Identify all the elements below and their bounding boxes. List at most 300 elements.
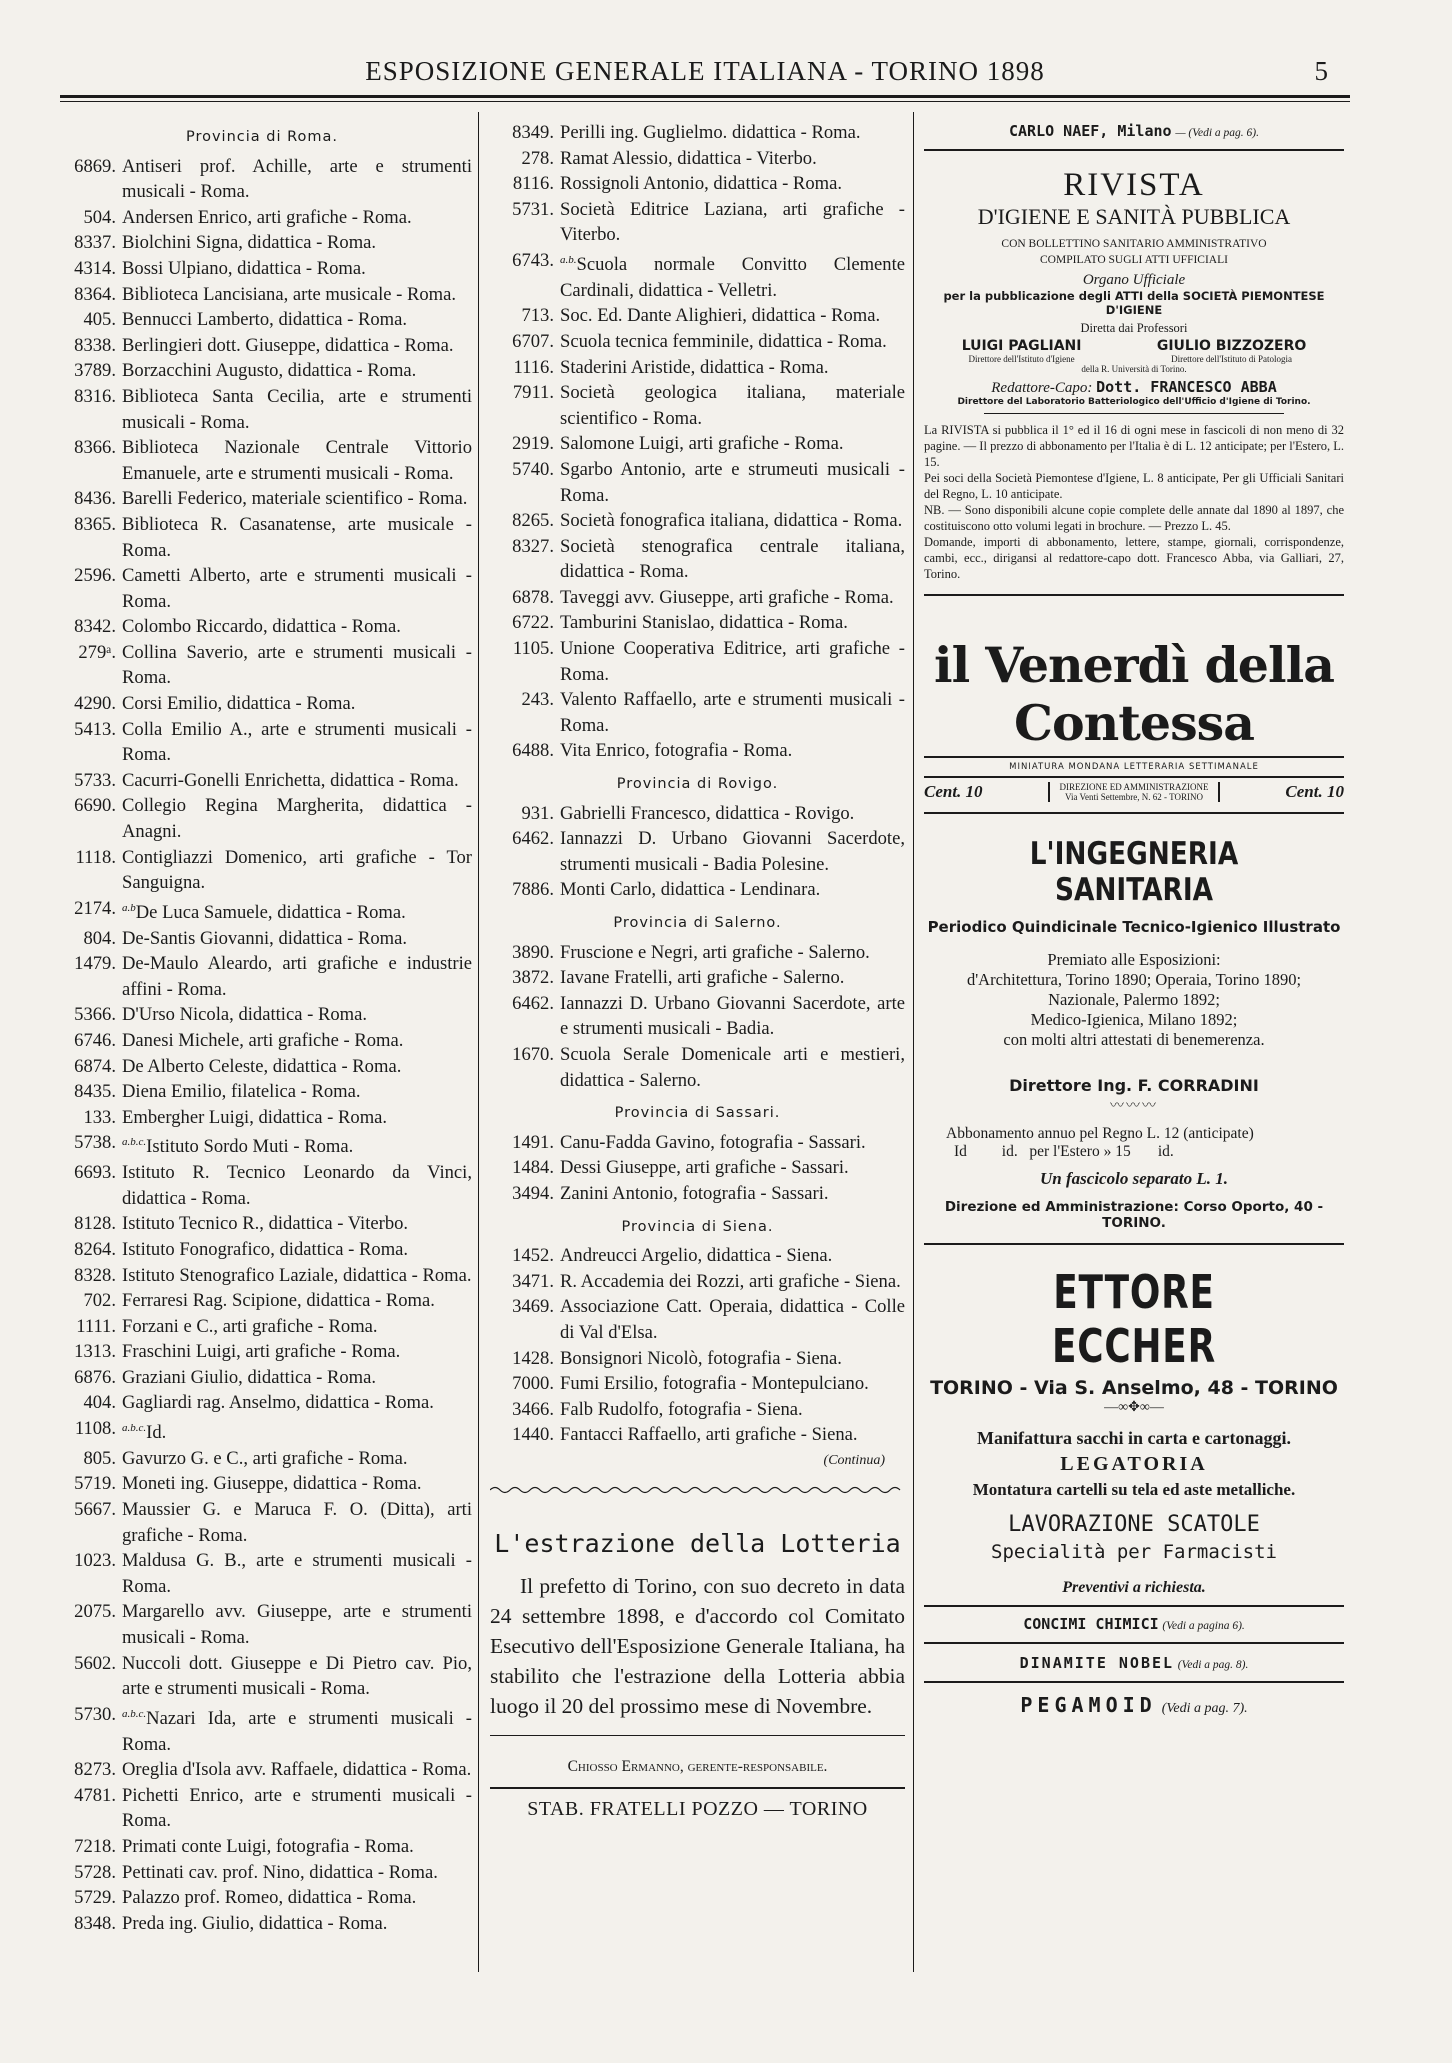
entry-text: Maussier G. e Maruca F. O. (Ditta), arti grafiche - Roma. [122,1499,472,1546]
exhibitor-entry [490,1181,905,1207]
entry-text: Unione Cooperativa Editrice, arti grafiche - Roma. [560,638,905,685]
exhibitor-entry [52,1054,472,1080]
exhibitor-entry [52,896,472,926]
exhibitor-entry [52,1702,472,1757]
column-divider-2 [913,112,914,1972]
entry-number: 8348. [74,1912,116,1934]
dinamite-ref: (Vedi a pag. 8). [1177,1659,1249,1671]
rivista-title: RIVISTA [1063,167,1205,203]
entry-text: Moneti ing. Giuseppe, didattica - Roma. [122,1473,422,1495]
exhibitor-entry [490,303,905,329]
entry-number: 6878. [512,586,554,608]
exhibitor-entry [52,1446,472,1472]
eccher-name: ETTORE ECCHER [1051,1265,1217,1373]
entry-text: Corsi Emilio, didattica - Roma. [122,693,356,715]
entry-text: Biolchini Signa, didattica - Roma. [122,232,377,254]
exhibitor-entry [490,457,905,508]
entry-number: 6707. [512,330,554,352]
wavy-divider [490,1483,905,1497]
entry-number: 2919. [512,433,554,455]
entry-text: Gabrielli Francesco, didattica - Rovigo. [560,802,855,824]
entry-number: 8337. [74,232,116,254]
eccher-address: TORINO - Via S. Anselmo, 48 - TORINO [930,1377,1338,1399]
exhibitor-entry [490,826,905,877]
entry-number: 2596. [74,565,116,587]
entry-text: Iavane Fratelli, arti grafiche - Salerno. [560,967,845,989]
advertisements-column [924,118,1344,1718]
entry-text: Cametti Alberto, arte e strumenti musicali - Roma. [122,565,472,612]
entry-number: 702. [83,1290,116,1312]
entry-text: Collegio Regina Margherita, didattica - Anagni. [122,795,472,843]
entry-number: 7911. [512,382,554,404]
entry-text: Soc. Ed. Dante Alighieri, didattica - Roma. [560,305,881,327]
entry-number: 133. [83,1106,116,1128]
exhibitor-entry [52,691,472,717]
fascicolo-price: Un fascicolo separato L. 1. [1040,1169,1228,1188]
entry-list [52,154,472,1937]
ad-ingegneria-sanitaria [924,836,1344,1231]
exhibitor-entry [52,1390,472,1416]
exhibitor-entry [52,1028,472,1054]
journal-title: ESPOSIZIONE GENERALE ITALIANA - TORINO 1898 [365,56,1045,86]
exhibitor-entry [52,1834,472,1860]
entry-text: Embergher Luigi, didattica - Roma. [122,1106,388,1128]
entry-number: 279ᵃ. [78,641,116,663]
entry-text: Colombo Riccardo, didattica - Roma. [122,616,401,638]
rivista-university: della R. Università di Torino. [1081,364,1187,374]
entry-text: Ramat Alessio, didattica - Viterbo. [560,147,817,169]
rivista-rule [984,413,1284,414]
exhibitor-entry [52,1079,472,1105]
section-list [490,120,905,1448]
ad-separator [924,149,1344,151]
entry-number: 8366. [74,437,116,459]
exhibitor-entry [52,1860,472,1886]
entry-text: Borzacchini Augusto, didattica - Roma. [122,360,417,382]
entry-number: 6693. [74,1162,116,1184]
entry-text: Primati conte Luigi, fotografia - Roma. [122,1835,414,1857]
exhibitor-entry [490,1371,905,1397]
entry-number: 5740. [512,458,554,480]
entry-number: 3466. [512,1398,554,1420]
entry-number: 3872. [512,967,554,989]
prof2-desc: Direttore dell'Istituto di Patologia [1171,354,1292,364]
exhibitor-entry [52,1339,472,1365]
entry-number: 8338. [74,334,116,356]
article-title: L'estrazione della Lotteria [494,1529,901,1559]
entry-number: 6462. [512,828,554,850]
exhibitor-entry [52,230,472,256]
entry-text: Pettinati cav. prof. Nino, didattica - Roma. [122,1861,438,1883]
entry-text: Biblioteca Nazionale Centrale Vittorio Emanuele, arte e strumenti musicali - Roma. [122,437,472,484]
exhibitor-entry [52,845,472,896]
entry-number: 1105. [512,638,554,660]
entry-number: 3494. [512,1182,554,1204]
entry-text: Biblioteca Santa Cecilia, arte e strumenti musicali - Roma. [122,385,472,433]
province-heading: Provincia di Siena. [621,1218,774,1235]
exhibitor-entry [52,614,472,640]
rivista-editor [924,378,1344,397]
exhibitor-entry [490,636,905,687]
exhibitor-entry [52,205,472,231]
professor-1 [962,338,1082,364]
exhibitor-entry [490,801,905,827]
awards-line-2: Nazionale, Palermo 1892; [1048,990,1220,1009]
entry-number: 1023. [74,1550,116,1572]
entry-text: Antiseri prof. Achille, arte e strumenti musicali - Roma. [122,155,472,203]
exhibitor-entry [490,1397,905,1423]
entry-text: De Alberto Celeste, didattica - Roma. [122,1055,402,1077]
eccher-line-3: Montatura cartelli su tela ed aste metalliche. [972,1480,1296,1499]
price-left: Cent. 10 [924,782,983,801]
entry-text: Gagliardi rag. Anselmo, didattica - Roma. [122,1392,434,1414]
exhibitor-entry [52,512,472,563]
entry-number: 8365. [74,513,116,535]
awards-line-3: Medico-Igienica, Milano 1892; [1030,1010,1238,1029]
province-heading: Provincia di Rovigo. [616,776,779,793]
header-rule [60,95,1350,98]
entry-number: 5728. [74,1861,116,1883]
naef-ref: — (Vedi a pag. 6). [1175,127,1259,139]
entry-number: 2174. [74,897,116,919]
entry-text: Preda ing. Giulio, didattica - Roma. [122,1912,388,1934]
exhibitor-entry [52,926,472,952]
entry-text: Bennucci Lamberto, didattica - Roma. [122,309,408,331]
entry-number: 8265. [512,510,554,532]
editor-desc: Direttore del Laboratorio Batteriologico dell'Ufficio d'Igiene di Torino. [957,397,1311,407]
ingegneria-address: Direzione ed Amministrazione: Corso Oporto, 40 - TORINO. [944,1199,1324,1231]
entry-award-mark: a.b.c. [122,1136,147,1149]
prof1-desc: Direttore dell'Istituto d'Igiene [968,354,1075,364]
entry-number: 3469. [512,1296,554,1318]
entry-number: 804. [83,927,116,949]
entry-text: Danesi Michele, arti grafiche - Roma. [122,1029,404,1051]
entry-text: Nuccoli dott. Giuseppe e Di Pietro cav. Pio, arte e strumenti musicali - Roma. [122,1652,472,1700]
pegamoid-ref: (Vedi a pag. 7). [1161,1701,1248,1716]
exhibitor-entry [52,358,472,384]
ad-separator [924,1605,1344,1607]
rivista-professors [924,338,1344,364]
exhibitor-entry [52,1002,472,1028]
entry-text: Nazari Ida, arte e strumenti musicali - Roma. [122,1707,472,1755]
exhibitor-entry [490,1269,905,1295]
exhibitor-entry [490,431,905,457]
ad-separator [924,812,1344,814]
exhibitor-entry [52,640,472,691]
entry-number: 6876. [74,1366,116,1388]
ad-venerdi-contessa [924,636,1344,802]
printer-rule [490,1787,905,1789]
ad-separator [924,1243,1344,1245]
exhibitor-entry [490,171,905,197]
entry-text: Società Editrice Laziana, arti grafiche - Viterbo. [560,198,905,246]
exhibitor-entry [490,248,905,303]
entry-number: 6462. [512,992,554,1014]
awards-line-1: d'Architettura, Torino 1890; Operaia, Torino 1890; [966,970,1302,989]
entry-text: Forzani e C., arti grafiche - Roma. [122,1315,378,1337]
entry-number: 7886. [512,879,554,901]
entry-number: 4781. [74,1784,116,1806]
ingegneria-title: L'INGEGNERIA SANITARIA [1029,836,1239,908]
exhibitor-entry [52,1160,472,1211]
entry-text: D'Urso Nicola, didattica - Roma. [122,1004,368,1026]
entry-text: Iannazzi D. Urbano Giovanni Sacerdote, arte e strumenti musicali - Badia. [560,992,905,1040]
rivista-organ-desc: per la pubblicazione degli ATTI della SOCIETÀ PIEMONTESE D'IGIENE [943,289,1325,317]
entry-text: Biblioteca Lancisiana, arte musicale - Roma. [122,283,457,305]
ornament: 〰〰〰 [1110,1099,1158,1114]
entry-number: 1313. [74,1341,116,1363]
entry-text: Società geologica italiana, materiale scientifico - Roma. [560,382,905,429]
entry-number: 504. [83,206,116,228]
ad-ettore-eccher [924,1265,1344,1597]
entry-text: Fraschini Luigi, arti grafiche - Roma. [122,1341,401,1363]
exhibitor-entry [490,197,905,248]
dinamite-name: DINAMITE NOBEL [1019,1654,1175,1672]
exhibitor-entry [52,256,472,282]
entry-number: 8349. [512,122,554,143]
ad-concimi-chimici [924,1615,1344,1634]
entry-text: Colla Emilio A., arte e strumenti musicali - Roma. [122,718,472,766]
continua-note: (Continua) [823,1452,885,1468]
venerdi-address: Via Venti Settembre, N. 62 - TORINO [1065,792,1203,802]
exhibitor-list-column-1 [52,120,472,1936]
venerdi-price-row [924,782,1344,802]
price-right: Cent. 10 [1285,782,1344,801]
exhibitor-entry [490,610,905,636]
entry-number: 5366. [74,1004,116,1026]
entry-number: 8436. [74,488,116,510]
exhibitor-entry [490,1422,905,1448]
entry-number: 405. [83,309,116,331]
entry-text: De-Santis Giovanni, didattica - Roma. [122,927,408,949]
exhibitor-entry [490,1130,905,1156]
entry-award-mark: a.b.c. [122,1707,147,1720]
naef-name: CARLO NAEF, Milano [1009,122,1172,140]
entry-number: 1116. [513,356,554,378]
ad-naef [924,122,1344,141]
entry-number: 7000. [512,1373,554,1395]
entry-text: Iannazzi D. Urbano Giovanni Sacerdote, strumenti musicali - Badia Polesine. [560,828,905,875]
exhibitor-entry [490,380,905,431]
entry-number: 1484. [512,1157,554,1179]
rivista-directed: Diretta dai Professori [1080,321,1188,335]
entry-text: Istituto Stenografico Laziale, didattica - Roma. [122,1264,472,1286]
entry-number: 8264. [74,1238,116,1260]
exhibitor-entry [52,1757,472,1783]
entry-number: 1118. [75,846,116,868]
entry-number: 7218. [74,1835,116,1857]
entry-number: 5730. [74,1703,116,1725]
entry-text: Contigliazzi Domenico, arti grafiche - Tor Sanguigna. [122,846,472,894]
entry-text: Zanini Antonio, fotografia - Sassari. [560,1182,829,1204]
entry-text: Biblioteca R. Casanatense, arte musicale - Roma. [122,513,472,561]
exhibitor-entry [52,1105,472,1131]
ad-separator [924,594,1344,596]
exhibitor-entry [52,1783,472,1834]
exhibitor-list-column-2 [490,120,905,1823]
entry-number: 8128. [74,1213,116,1235]
professor-2 [1157,338,1306,364]
entry-text: Bonsignori Nicolò, fotografia - Siena. [560,1347,842,1369]
entry-number: 278. [521,147,554,169]
entry-number: 3789. [74,360,116,382]
entry-number: 8316. [74,385,116,407]
entry-number: 8364. [74,283,116,305]
eccher-ornament: —∞✥∞— [1104,1400,1164,1415]
eccher-line-1: Manifattura sacchi in carta e cartonaggi. [977,1428,1291,1448]
exhibitor-entry [52,384,472,435]
exhibitor-entry [52,1599,472,1650]
exhibitor-entry [490,738,905,764]
entry-text: Fumi Ersilio, fotografia - Montepulciano. [560,1373,869,1395]
exhibitor-entry [52,1471,472,1497]
exhibitor-entry [52,1885,472,1911]
exhibitor-entry [490,1294,905,1345]
prof2-name: GIULIO BIZZOZERO [1156,338,1307,354]
entry-award-mark: a.b.c. [122,1422,147,1435]
entry-text: Valento Raffaello, arte e strumenti musicali - Roma. [560,689,905,736]
entry-text: Id. [146,1422,167,1444]
rivista-text-2: Pei soci della Società Piemontese d'Igiene, L. 8 anticipate, Per gli Ufficiali Sanitari del Regno, L. 10 anticipate. [924,471,1344,501]
entry-number: 5602. [74,1652,116,1674]
entry-text: Falb Rudolfo, fotografia - Siena. [560,1398,803,1420]
entry-number: 8328. [74,1264,116,1286]
entry-number: 5733. [74,769,116,791]
entry-text: Fruscione e Negri, arti grafiche - Salerno. [560,941,870,963]
entry-text: Rossignoli Antonio, didattica - Roma. [560,173,842,195]
entry-text: Pichetti Enrico, arte e strumenti musicali - Roma. [122,1784,472,1832]
awards-heading: Premiato alle Esposizioni: [1047,950,1221,969]
entry-number: 1452. [512,1245,554,1267]
rivista-text-3: NB. — Sono disponibili alcune copie complete delle annate dal 1890 al 1897, che costituiscono otto volumi legati in brochure. — Prezzo L. 45. [924,503,1344,533]
province-heading: Provincia di Roma. [185,129,339,145]
exhibitor-entry [490,991,905,1042]
ad-dinamite-nobel [924,1654,1344,1673]
entry-number: 404. [83,1392,116,1414]
exhibitor-entry [52,563,472,614]
entry-award-mark: a.b. [560,253,577,266]
entry-text: Società stenografica centrale italiana, didattica - Roma. [560,535,905,583]
exhibitor-entry [52,768,472,794]
entry-number: 5667. [74,1499,116,1521]
rivista-sub1: CON BOLLETTINO SANITARIO AMMINISTRATIVO [1001,238,1267,250]
entry-number: 1670. [512,1043,554,1065]
entry-number: 3471. [512,1270,554,1292]
rivista-subtitle: D'IGIENE E SANITÀ PUBBLICA [977,204,1291,229]
entry-number: 8327. [512,535,554,557]
exhibitor-entry [52,154,472,205]
exhibitor-entry [52,1211,472,1237]
entry-number: 5731. [512,198,554,220]
entry-number: 1111. [76,1315,116,1337]
exhibitor-entry [490,146,905,172]
entry-award-mark: a.b [122,901,136,914]
eccher-line-2: LEGATORIA [1060,1453,1208,1475]
eccher-line-5: Specialità per Farmacisti [991,1541,1277,1563]
exhibitor-entry [52,486,472,512]
exhibitor-entry [490,329,905,355]
venerdi-rule-2 [924,776,1344,778]
entry-text: Perilli ing. Guglielmo. didattica - Roma. [560,122,861,143]
entry-number: 6869. [74,155,116,177]
venerdi-direction: DIREZIONE ED AMMINISTRAZIONE [1059,782,1209,792]
entry-text: Monti Carlo, didattica - Lendinara. [560,879,821,901]
entry-text: Palazzo prof. Romeo, didattica - Roma. [122,1887,417,1909]
entry-text: Istituto Fonografico, didattica - Roma. [122,1238,409,1260]
exhibitor-entry [52,307,472,333]
exhibitor-entry [52,1237,472,1263]
rivista-text-4: Domande, importi di abbonamento, lettere, stampe, giornali, corrispondenze, cambi, ecc., dirigansi al redattore-capo dott. Francesco Abba, via Galliari, 27, Torino. [924,535,1344,581]
exhibitor-entry [52,1365,472,1391]
entry-number: 4314. [74,257,116,279]
entry-text: Ferraresi Rag. Scipione, didattica - Roma. [122,1290,435,1312]
entry-text: Bossi Ulpiano, didattica - Roma. [122,257,366,279]
exhibitor-entry [52,1651,472,1702]
entry-number: 2075. [74,1601,116,1623]
entry-number: 5719. [74,1473,116,1495]
entry-text: Fantacci Raffaello, arti grafiche - Siena. [560,1424,858,1446]
entry-text: Berlingieri dott. Giuseppe, didattica - Roma. [122,334,454,356]
exhibitor-entry [52,1497,472,1548]
entry-text: R. Accademia dei Rozzi, arti grafiche - Siena. [560,1270,901,1292]
gerente-signature: Chiosso Ermanno, gerente-responsabile. [567,1757,828,1775]
exhibitor-entry [490,940,905,966]
entry-number: 1491. [512,1131,554,1153]
entry-text: Graziani Giulio, didattica - Roma. [122,1366,377,1388]
exhibitor-entry [490,1155,905,1181]
prof1-name: LUIGI PAGLIANI [961,338,1082,354]
exhibitor-entry [490,1042,905,1093]
entry-text: Andersen Enrico, arti grafiche - Roma. [122,206,412,228]
entry-text: Istituto Tecnico R., didattica - Viterbo. [122,1213,409,1235]
entry-number: 8435. [74,1081,116,1103]
signature-rule [490,1735,905,1736]
awards-line-4: con molti altri attestati di benemerenza. [1003,1030,1265,1049]
entry-text: De Luca Samuele, didattica - Roma. [135,902,406,923]
exhibitor-entry [490,585,905,611]
entry-number: 5729. [74,1887,116,1909]
entry-text: De-Maulo Aleardo, arti grafiche e industrie affini - Roma. [122,953,472,1000]
exhibitor-entry [52,717,472,768]
exhibitor-entry [52,793,472,844]
entry-number: 1479. [74,953,116,975]
exhibitor-entry [52,1416,472,1446]
entry-text: Maldusa G. B., arte e strumenti musicali - Roma. [122,1550,472,1597]
entry-number: 713. [521,305,554,327]
entry-number: 931. [521,802,554,824]
eccher-line-4: LAVORAZIONE SCATOLE [1008,1512,1260,1537]
ingegneria-director: Direttore Ing. F. CORRADINI [1009,1076,1259,1095]
entry-number: 8273. [74,1759,116,1781]
exhibitor-entry [490,877,905,903]
exhibitor-entry [52,1263,472,1289]
editor-label: Redattore-Capo: [991,380,1093,396]
exhibitor-entry [490,965,905,991]
exhibitor-entry [52,333,472,359]
rivista-organ: Organo Ufficiale [1082,272,1186,288]
pegamoid-name: PEGAMOID [1020,1693,1157,1717]
entry-text: Barelli Federico, materiale scientifico - Roma. [122,488,468,510]
entry-text: Scuola normale Convitto Clemente Cardinali, didattica - Velletri. [560,254,905,301]
entry-text: Taveggi avv. Giuseppe, arti grafiche - Roma. [560,586,894,608]
venerdi-rule [924,756,1344,758]
ingegneria-subtitle: Periodico Quindicinale Tecnico-Igienico Illustrato [927,918,1341,936]
entry-number: 6722. [512,612,554,634]
entry-text: Scuola Serale Domenicale arti e mestieri, didattica - Salerno. [560,1043,905,1091]
exhibitor-entry [52,951,472,1002]
entry-number: 6690. [74,795,116,817]
entry-text: Società fonografica italiana, didattica - Roma. [560,510,903,532]
